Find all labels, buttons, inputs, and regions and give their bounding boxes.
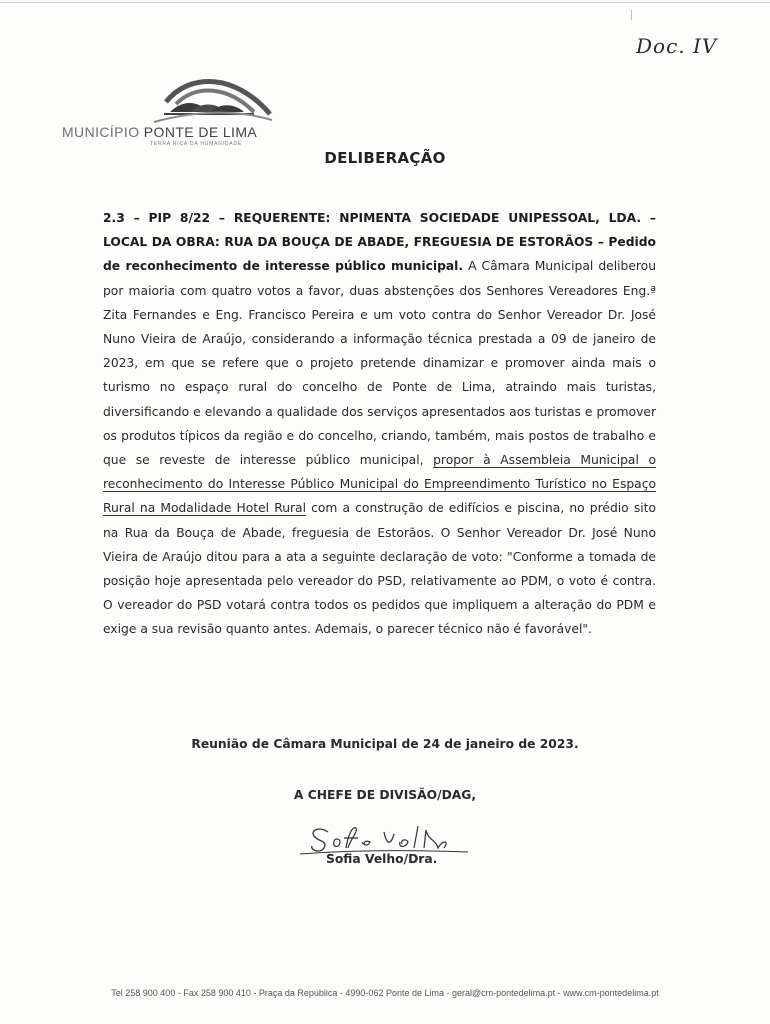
handwritten-doc-label: Doc. IV (636, 34, 718, 58)
body-text-part2: com a construção de edifícios e piscina, no prédio sito na Rua da Bouça de Abade, freguesia de Estorãos. O Senhor Vereador Dr. José Nuno Vieira de Araújo ditou para a ata a seguinte declaração de voto: "Conforme a tomada de posição hoje apresentada pelo vereador do PSD, relativamente ao PDM, o voto é contra. O vereador do PSD votará contra todos os pedidos que impliquem a alteração do PDM e exige a sua revisão quanto antes. Ademais, o parecer técnico não é favorável". (103, 501, 656, 637)
signatory-name: Sofia Velho/Dra. (326, 852, 438, 866)
scan-top-edge (0, 2, 770, 3)
document-title: DELIBERAÇÃO (324, 149, 446, 167)
item-heading: 2.3 – PIP 8/22 – REQUERENTE: NPIMENTA SOCIEDADE UNIPESSOAL, LDA. – LOCAL DA OBRA: RUA DA BOUÇA DE ABADE, FREGUESIA DE ESTORÃOS – Pedido de reconhecimento de interesse público municipal. (103, 211, 656, 274)
scan-mark (631, 10, 632, 20)
meeting-reference: Reunião de Câmara Municipal de 24 de janeiro de 2023. (191, 737, 579, 751)
bridge-arcs-icon (58, 70, 288, 130)
body-text-part1: A Câmara Municipal deliberou por maioria com quatro votos a favor, duas abstenções dos Senhores Vereadores Eng.ª Zita Fernandes e Eng. Francisco Pereira e um voto contra do Senhor Vereador Dr. José Nuno Vieira de Araújo, considerando a informação técnica prestada a 09 de janeiro de 2023, em que se refere que o projeto pretende dinamizar e promover ainda mais o turismo no espaço rural do concelho de Ponte de Lima, atraindo mais turistas, diversificando e elevando a qualidade dos serviços apresentados aos turistas e promover os produtos típicos da região e do concelho, criando, também, mais postos de trabalho e que se reveste de interesse público municipal, (103, 259, 656, 468)
footer-contact: Tel 258 900 400 - Fax 258 900 410 - Praça da República - 4990-062 Ponte de Lima - geral@cm-pontedelima.pt - www.cm-pontedelima.pt (111, 988, 659, 998)
logo-name: MUNICÍPIO (62, 124, 140, 140)
deliberation-body (103, 206, 656, 642)
logo-wordmark (62, 124, 257, 140)
signatory-role: A CHEFE DE DIVISÃO/DAG, (293, 788, 477, 802)
municipality-logo (58, 70, 288, 160)
underlined-proposal: propor à Assembleia Municipal o reconhecimento do Interesse Público Municipal do Empreendimento Turístico no Espaço Rural na Modalidade Hotel Rural (103, 453, 656, 516)
logo-name-bold: PONTE DE LIMA (143, 124, 258, 140)
logo-tagline: TERRA RICA DA HUMANIDADE (150, 141, 242, 147)
